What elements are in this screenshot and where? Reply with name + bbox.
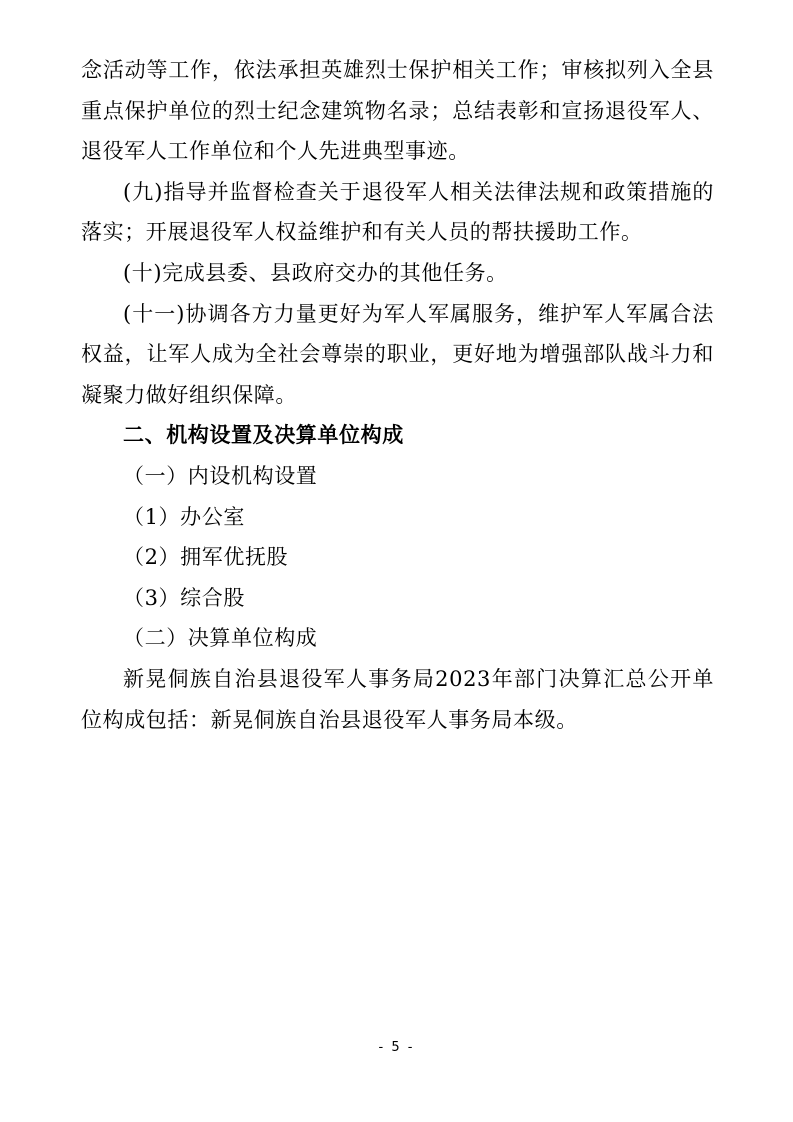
list-item-office: （1）办公室 [123,504,245,529]
document-body [81,50,714,740]
paragraph-accounts-units: 新晃侗族自治县退役军人事务局2023年部门决算汇总公开单位构成包括：新晃侗族自治县退役军人事务局本级。 [81,666,714,732]
paragraph-item-9: (九)指导并监督检查关于退役军人相关法律法规和政策措施的落实；开展退役军人权益维护和有关人员的帮扶援助工作。 [81,179,714,245]
list-item-general-unit: （3）综合股 [123,585,245,610]
page-number: - 5 - [378,1040,415,1055]
paragraph-continuation: 念活动等工作，依法承担英雄烈士保护相关工作；审核拟列入全县重点保护单位的烈士纪念建筑物名录；总结表彰和宣扬退役军人、退役军人工作单位和个人先进典型事迹。 [81,58,714,164]
subsection-heading-internal-structure: （一）内设机构设置 [123,463,318,488]
paragraph-item-10: (十)完成县委、县政府交办的其他任务。 [123,260,508,285]
section-heading: 二、机构设置及决算单位构成 [123,423,404,448]
paragraph-item-11: (十一)协调各方力量更好为军人军属服务，维护军人军属合法权益，让军人成为全社会尊崇的职业，更好地为增强部队战斗力和凝聚力做好组织保障。 [81,301,714,407]
list-item-support-unit: （2）拥军优抚股 [123,545,289,570]
subsection-heading-accounts-units: （二）决算单位构成 [123,626,318,651]
